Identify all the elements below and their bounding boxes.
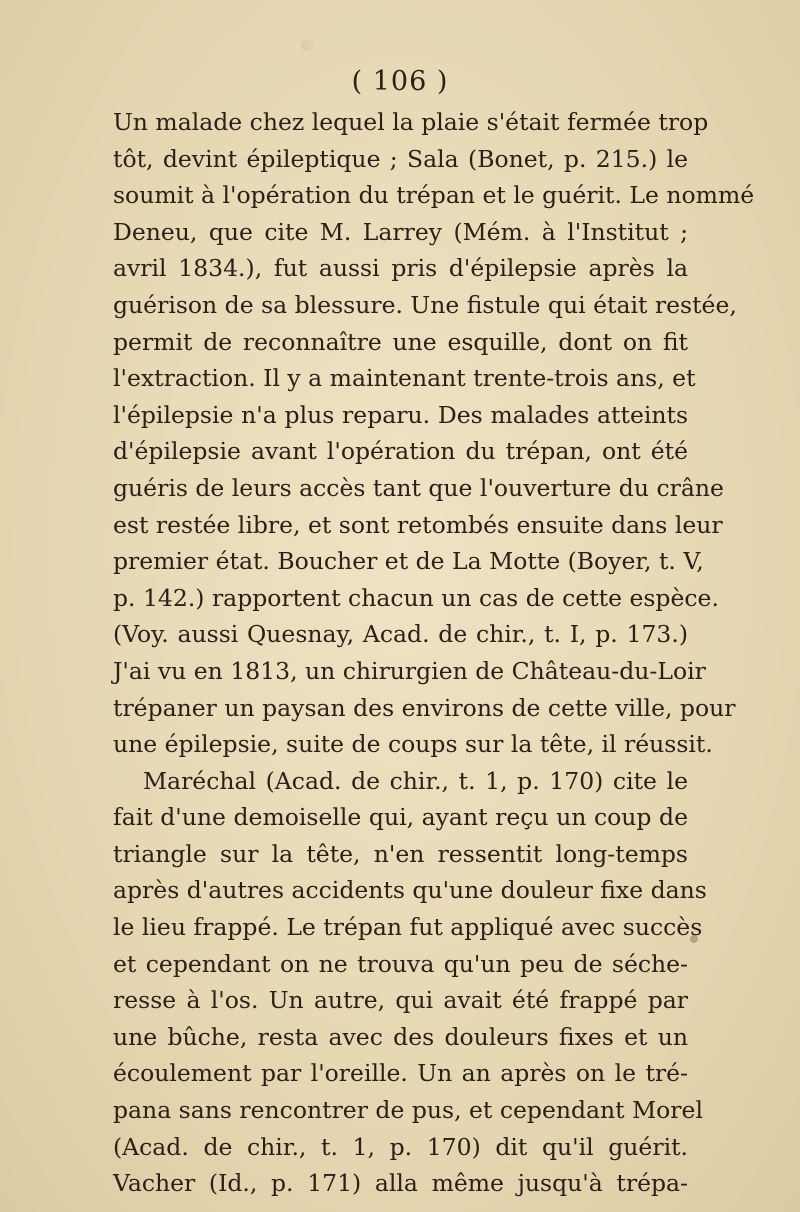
text-line: soumit à l'opération du trépan et le guérit. Le nommé <box>113 181 755 210</box>
text-line: Deneu, que cite M. Larrey (Mém. à l'Institut ; <box>113 217 688 246</box>
text-line: permit de reconnaître une esquille, dont on fit <box>113 327 688 356</box>
text-line: et cependant on ne trouva qu'un peu de séche- <box>113 949 688 978</box>
text-line: tôt, devint épileptique ; Sala (Bonet, p. 215.) le <box>113 144 688 173</box>
body-text <box>113 104 755 1202</box>
text-line: l'épilepsie n'a plus reparu. Des malades atteints <box>113 400 688 429</box>
text-line: est restée libre, et sont retombés ensuite dans leur <box>113 510 723 539</box>
text-line: (Voy. aussi Quesnay, Acad. de chir., t. I, p. 173.) <box>113 620 688 649</box>
text-line: fait d'une demoiselle qui, ayant reçu un coup de <box>113 803 688 832</box>
text-line: avril 1834.), fut aussi pris d'épilepsie après la <box>113 254 688 283</box>
text-line: p. 142.) rapportent chacun un cas de cette espèce. <box>113 583 719 612</box>
text-line: après d'autres accidents qu'une douleur fixe dans <box>113 876 707 905</box>
text-line: Maréchal (Acad. de chir., t. 1, p. 170) cite le <box>143 766 688 795</box>
text-line: Un malade chez lequel la plaie s'était fermée trop <box>113 108 709 136</box>
text-line: d'épilepsie avant l'opération du trépan, ont été <box>113 437 688 466</box>
text-line: une bûche, resta avec des douleurs fixes et un <box>113 1022 688 1051</box>
page-number: ( 106 ) <box>351 66 449 97</box>
text-line: pana sans rencontrer de pus, et cependant Morel <box>113 1096 703 1125</box>
text-line: le lieu frappé. Le trépan fut appliqué avec succès <box>113 913 703 942</box>
text-line: trépaner un paysan des environs de cette ville, pour <box>113 693 736 722</box>
text-line: (Acad. de chir., t. 1, p. 170) dit qu'il guérit. <box>113 1132 688 1161</box>
paper-stain <box>300 40 314 50</box>
text-line: une épilepsie, suite de coups sur la tête, il réussit. <box>113 730 713 759</box>
text-line: Vacher (Id., p. 171) alla même jusqu'à trépa- <box>113 1169 688 1198</box>
text-line: l'extraction. Il y a maintenant trente-trois ans, et <box>113 364 696 393</box>
text-line: guéris de leurs accès tant que l'ouverture du crâne <box>113 473 724 502</box>
text-line: resse à l'os. Un autre, qui avait été frappé par <box>113 986 688 1015</box>
text-line: écoulement par l'oreille. Un an après on le tré- <box>113 1059 688 1088</box>
text-line: triangle sur la tête, n'en ressentit long-temps <box>113 839 688 868</box>
text-line: premier état. Boucher et de La Motte (Boyer, t. V, <box>113 547 704 576</box>
text-line: guérison de sa blessure. Une fistule qui était restée, <box>113 290 737 319</box>
text-line: J'ai vu en 1813, un chirurgien de Château-du-Loir <box>113 656 706 685</box>
